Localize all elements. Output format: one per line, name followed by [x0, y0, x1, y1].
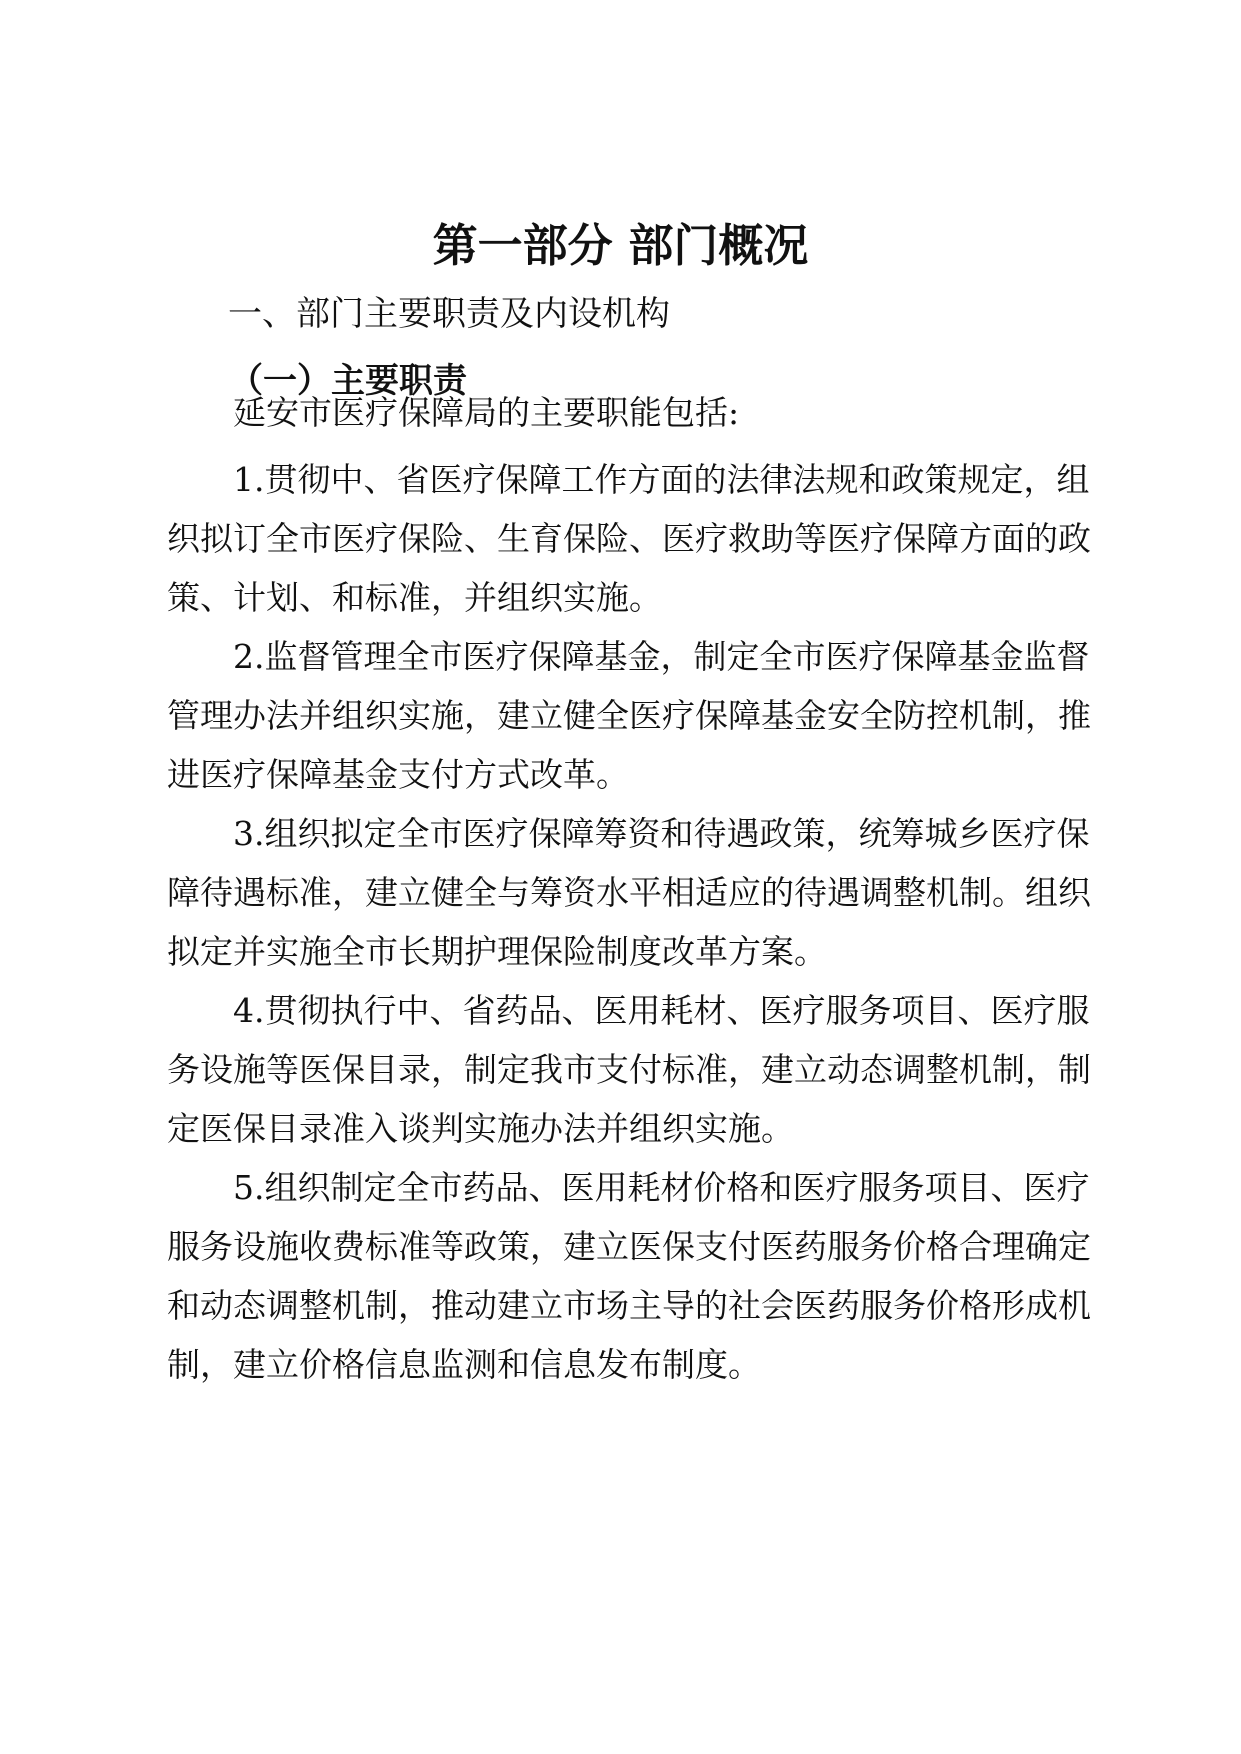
subsection-heading: （一）主要职责 [229, 361, 467, 401]
body-line-5: 管理办法并组织实施，建立健全医疗保障基金安全防控机制，推 [167, 696, 1091, 735]
body-line-6: 进医疗保障基金支付方式改革。 [167, 755, 629, 794]
body-line-13: 5.组织制定全市药品、医用耗材价格和医疗服务项目、医疗 [233, 1168, 1090, 1207]
body-line-11: 务设施等医保目录，制定我市支付标准，建立动态调整机制，制 [167, 1050, 1091, 1089]
intro-line: 延安市医疗保障局的主要职能包括: [233, 393, 740, 432]
body-line-10: 4.贯彻执行中、省药品、医用耗材、医疗服务项目、医疗服 [233, 991, 1090, 1030]
body-line-2: 织拟订全市医疗保险、生育保险、医疗救助等医疗保障方面的政 [167, 519, 1091, 558]
body-line-4: 2.监督管理全市医疗保障基金，制定全市医疗保障基金监督 [233, 637, 1090, 676]
body-line-12: 定医保目录准入谈判实施办法并组织实施。 [167, 1109, 794, 1148]
body-line-8: 障待遇标准，建立健全与筹资水平相适应的待遇调整机制。组织 [167, 873, 1091, 912]
body-line-16: 制，建立价格信息监测和信息发布制度。 [167, 1345, 761, 1384]
body-line-7: 3.组织拟定全市医疗保障筹资和待遇政策，统筹城乡医疗保 [233, 814, 1090, 853]
body-line-3: 策、计划、和标准，并组织实施。 [167, 578, 662, 617]
body-line-15: 和动态调整机制，推动建立市场主导的社会医药服务价格形成机 [167, 1286, 1091, 1325]
section-heading: 一、部门主要职责及内设机构 [228, 294, 670, 334]
page-title: 第一部分 部门概况 [432, 219, 809, 272]
body-line-9: 拟定并实施全市长期护理保险制度改革方案。 [167, 932, 827, 971]
body-line-1: 1.贯彻中、省医疗保障工作方面的法律法规和政策规定，组 [233, 460, 1090, 499]
body-line-14: 服务设施收费标准等政策，建立医保支付医药服务价格合理确定 [167, 1227, 1091, 1266]
